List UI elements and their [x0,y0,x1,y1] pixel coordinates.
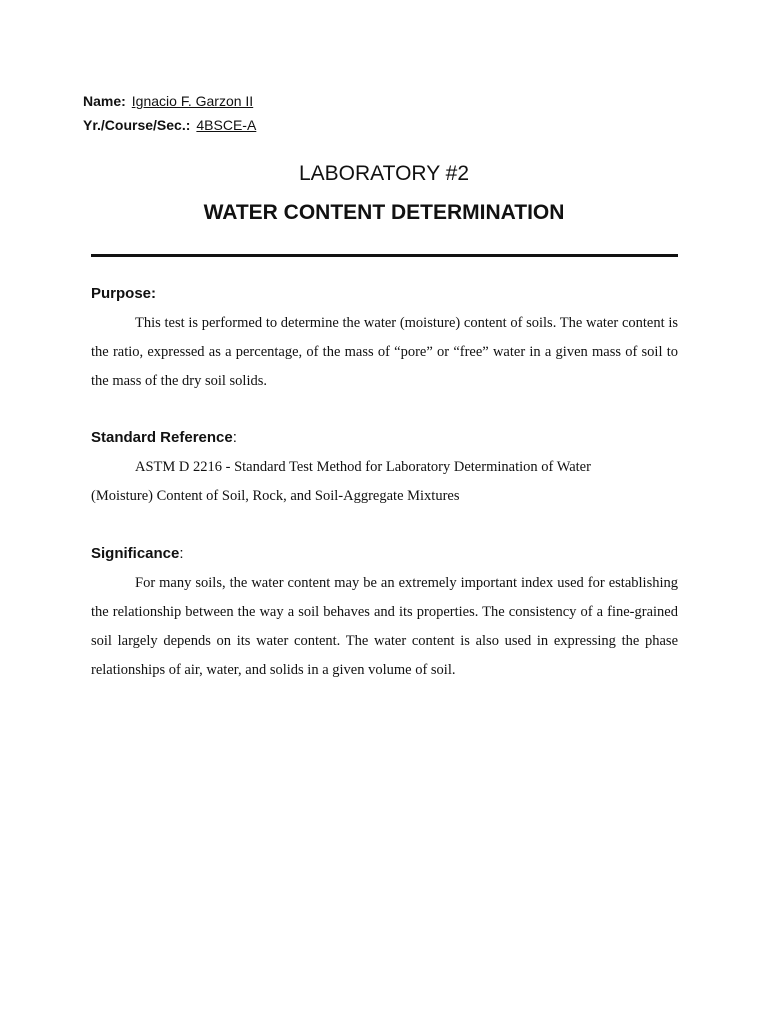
lab-topic-title: WATER CONTENT DETERMINATION [203,201,565,224]
standard-reference-colon: : [232,429,237,446]
name-line [83,93,253,109]
significance-heading [91,545,184,563]
name-value: Ignacio F. Garzon II [131,93,254,109]
standard-reference-paragraph: ASTM D 2216 - Standard Test Method for Laboratory Determination of Water (Moisture) Content of Soil, Rock, and Soil-Aggregate Mixtures [91,459,591,504]
purpose-heading-text: Purpose: [91,285,157,302]
standard-reference-heading [91,429,237,447]
purpose-paragraph: This test is performed to determine the water (moisture) content of soils. The water content is the ratio, expressed as a percentage, of the mass of “pore” or “free” water in a given mass of soil to the mass of the dry soil solids. [91,315,678,389]
lab-number-title: LABORATORY #2 [298,162,470,185]
title-divider [91,254,678,257]
significance-heading-text: Significance [91,545,180,562]
significance-paragraph: For many soils, the water content may be an extremely important index used for establishing the relationship between the way a soil behaves and its properties. The consistency of a fine-grained soil largely depends on its water content. The water content is also used in expressing the phase relationships of air, water, and solids in a given volume of soil. [91,575,678,678]
purpose-heading [91,285,156,303]
standard-reference-heading-text: Standard Reference [91,429,233,446]
name-label: Name: [83,93,126,109]
significance-colon: : [179,545,184,562]
section-label: Yr./Course/Sec.: [83,117,191,133]
section-line [83,117,256,133]
section-value: 4BSCE-A [196,117,257,133]
